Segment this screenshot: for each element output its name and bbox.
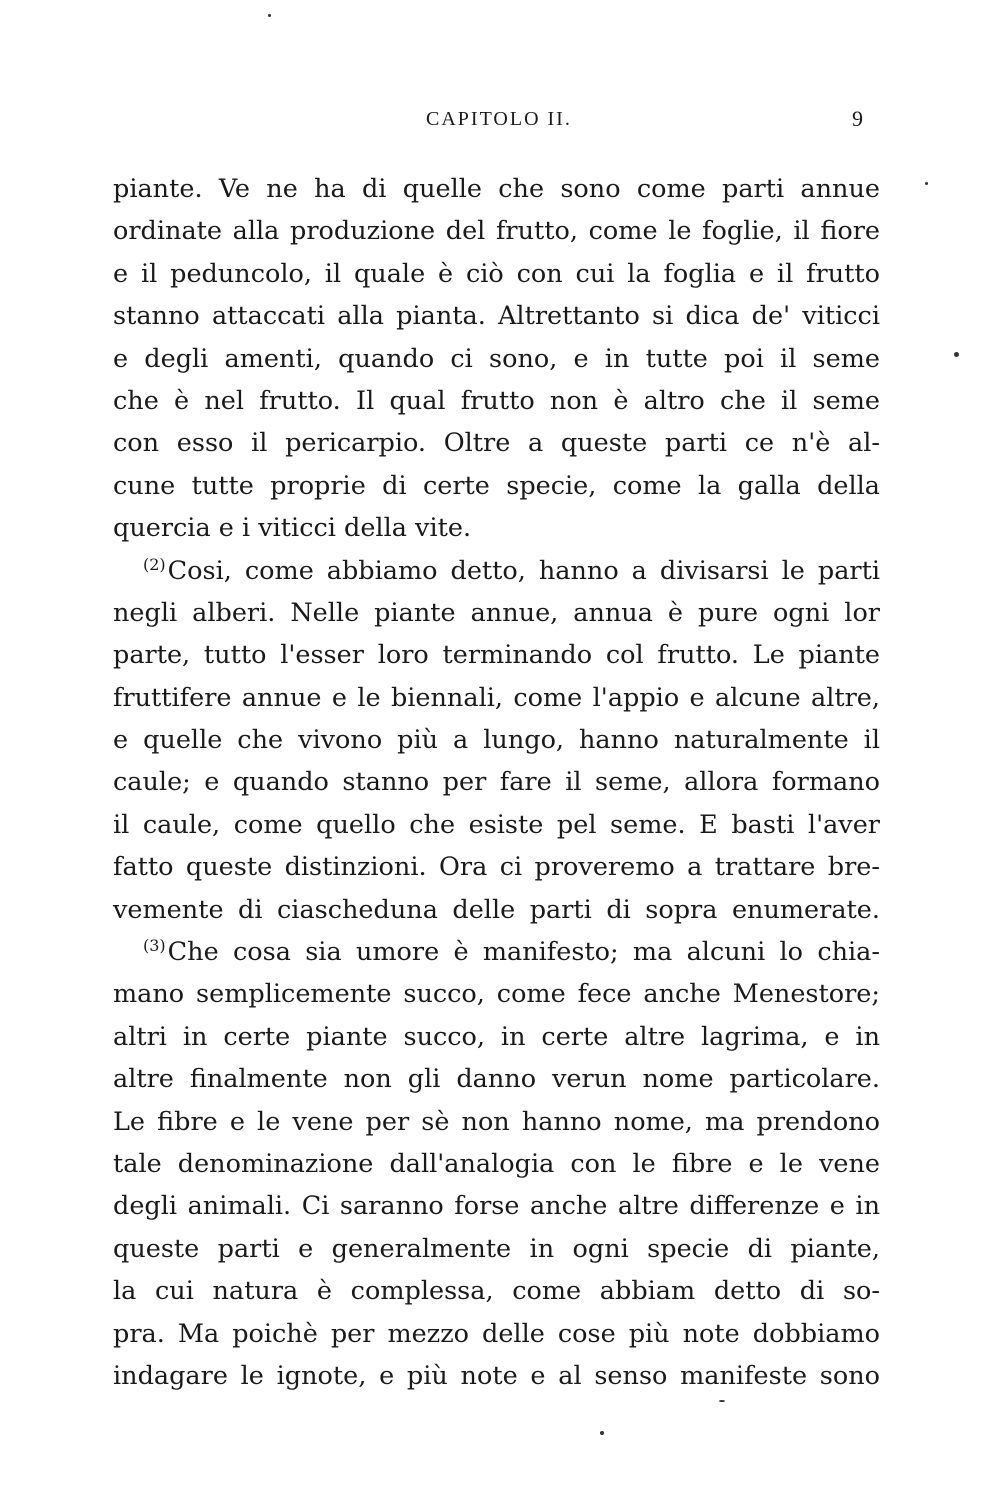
text-line: Cosi, come abbiamo detto, hanno a divisarsi le parti (167, 555, 880, 586)
scan-speck (954, 352, 959, 357)
text-line: ordinate alla produzione del frutto, come le foglie, il fiore (113, 216, 880, 247)
running-head (0, 108, 1000, 138)
footnote-marker: (3) (143, 936, 166, 956)
scan-speck (268, 14, 271, 17)
text-line: fatto queste distinzioni. Ora ci proveremo a trattare bre- (113, 852, 880, 883)
text-line: degli animali. Ci saranno forse anche altre differenze e in (113, 1191, 880, 1222)
text-line: e quelle che vivono più a lungo, hanno naturalmente il (113, 725, 880, 756)
text-line: indagare le ignote, e più note e al senso manifeste sono (113, 1360, 880, 1391)
text-line: tale denominazione dall'analogia con le fibre e le vene (113, 1148, 880, 1179)
body-text (113, 168, 880, 1397)
text-line: con esso il pericarpio. Oltre a queste parti ce n'è al- (113, 428, 880, 459)
text-line: piante. Ve ne ha di quelle che sono come parti annue (113, 174, 880, 204)
text-line: e il peduncolo, il quale è ciò con cui la foglia e il frutto (113, 258, 880, 289)
scan-speck (600, 1431, 604, 1435)
text-line: stanno attaccati alla pianta. Altrettanto si dica de' viticci (113, 301, 880, 332)
text-line: Le fibre e le vene per sè non hanno nome, ma prendono (113, 1106, 880, 1137)
text-line: mano semplicemente succo, come fece anche Menestore; (113, 979, 880, 1010)
chapter-heading: CAPITOLO II. (426, 108, 572, 130)
text-line: parte, tutto l'esser loro terminando col frutto. Le piante (113, 640, 880, 671)
paragraph-start-line (113, 550, 880, 592)
text-line: negli alberi. Nelle piante annue, annua è pure ogni lor (113, 597, 880, 628)
text-line: pra. Ma poichè per mezzo delle cose più note dobbiamo (113, 1318, 880, 1349)
text-line: la cui natura è complessa, come abbiam detto di so- (113, 1276, 880, 1307)
text-line: quercia e i viticci della vite. (113, 513, 472, 544)
paragraph-start-line (113, 931, 880, 973)
text-line: fruttifere annue e le biennali, come l'appio e alcune altre, (113, 682, 880, 713)
page-number: 9 (852, 106, 863, 131)
text-line: il caule, come quello che esiste pel seme. E basti l'aver (113, 809, 880, 840)
text-line: cune tutte proprie di certe specie, come la galla della (113, 470, 880, 501)
text-line: caule; e quando stanno per fare il seme, allora formano (113, 767, 880, 798)
scan-speck (925, 182, 928, 185)
text-line: che è nel frutto. Il qual frutto non è altro che il seme (113, 385, 880, 416)
text-line: altre finalmente non gli danno verun nome particolare. (113, 1064, 880, 1095)
text-line: altri in certe piante succo, in certe altre lagrima, e in (113, 1021, 880, 1052)
text-line: queste parti e generalmente in ogni specie di piante, (113, 1233, 880, 1264)
footnote-marker: (2) (143, 554, 166, 574)
text-line: e degli amenti, quando ci sono, e in tutte poi il seme (113, 343, 880, 374)
text-line: vemente di ciascheduna delle parti di sopra enumerate. (113, 894, 880, 925)
text-line: Che cosa sia umore è manifesto; ma alcuni lo chia- (167, 937, 880, 968)
scan-speck (719, 1400, 725, 1402)
